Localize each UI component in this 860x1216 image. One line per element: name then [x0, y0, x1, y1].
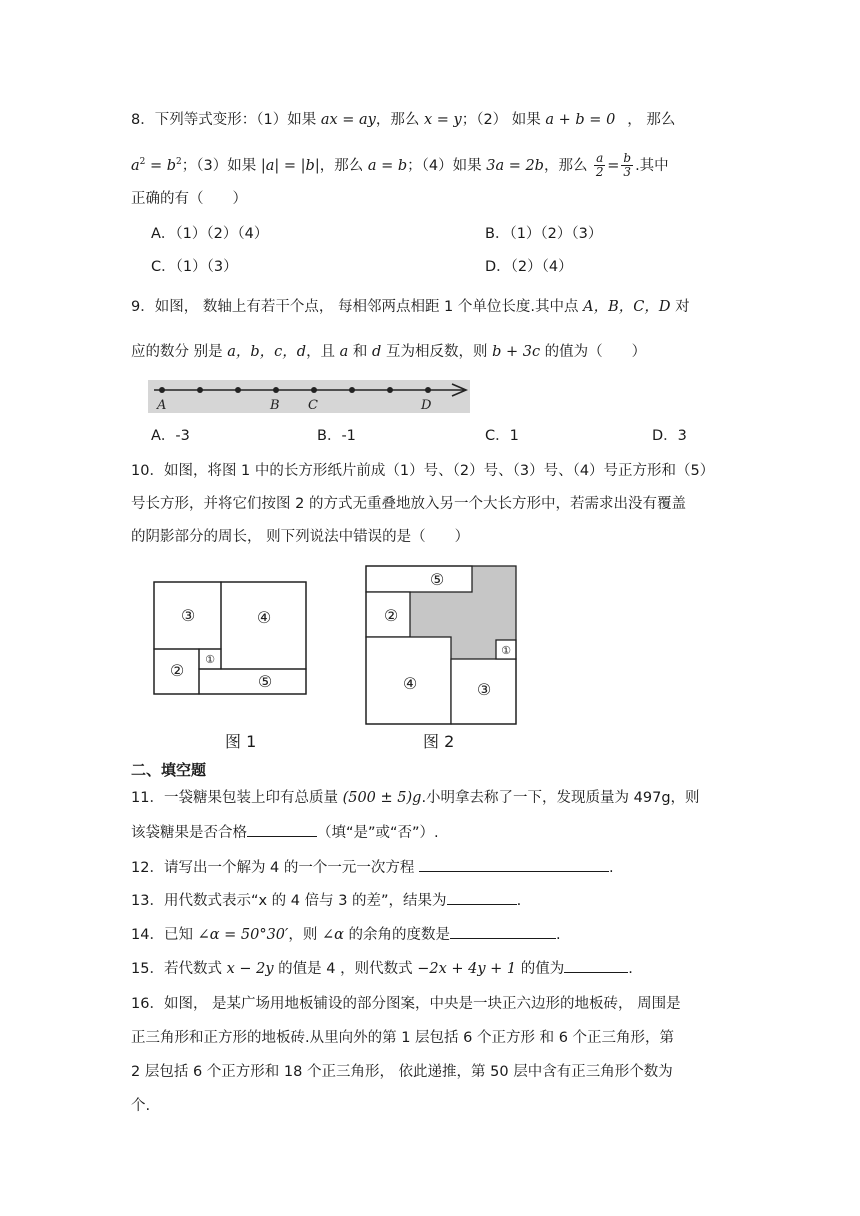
- label-d: D: [421, 398, 432, 413]
- q9-option-b: B．-1: [317, 428, 356, 444]
- label-a: A: [157, 398, 167, 413]
- q11-text: .小明拿去称了一下，发现质量为 497g，则: [421, 790, 700, 806]
- q8-text: ；（3）如果: [181, 157, 261, 174]
- q9-math: d: [372, 344, 382, 360]
- q8-text: 8．下列等式变形：（1）如果: [131, 112, 321, 128]
- fig2-label-1: ①: [501, 644, 511, 657]
- point: [197, 387, 203, 393]
- q15-text: 的值为: [516, 961, 565, 977]
- label-b: B: [270, 398, 280, 413]
- q14-math: ∠α: [321, 927, 344, 943]
- q9-text: 对: [670, 299, 690, 315]
- fig2-label-3: ③: [476, 680, 492, 699]
- q9-option-c: C．1: [485, 428, 519, 444]
- q8-option-b: B．（1）（2）（3）: [485, 226, 603, 242]
- point-c: [311, 387, 317, 393]
- q15-text: .: [628, 961, 633, 977]
- q12-line: [131, 857, 614, 878]
- q16-line3: 2 层包括 6 个正方形和 18 个正三角形， 依此递推，第 50 层中含有正三角形个数为: [131, 1064, 673, 1080]
- q15-text: 的值是 4 ，则代数式: [273, 961, 418, 977]
- q13-text: 13．用代数式表示“x 的 4 倍与 3 的差”，结果为: [131, 893, 447, 909]
- q9-text: 应的数分 别是: [131, 344, 228, 360]
- q15-line: [131, 958, 633, 979]
- q9-math: a，b，c，d: [227, 344, 307, 360]
- fig1-caption: 图 1: [225, 732, 257, 751]
- q9-math: a: [339, 344, 349, 360]
- q11-line2: [131, 822, 439, 843]
- q8-option-d: D．（2）（4）: [485, 259, 573, 275]
- q10-line2: 号长方形，并将它们按图 2 的方式无重叠地放入另一个大长方形中，若需求出没有覆盖: [131, 496, 686, 512]
- q10-line1: 10．如图，将图 1 中的长方形纸片前成（1）号、（2）号、（3）号、（4）号正方形和（5）: [131, 463, 715, 479]
- label-c: C: [308, 398, 318, 413]
- fig2-caption: 图 2: [423, 732, 455, 751]
- q9-text: ，且: [306, 344, 340, 360]
- q8-text: ；（2） 如果: [461, 112, 546, 128]
- q14-text: .: [556, 927, 561, 943]
- q11-text: （填“是”或“否”）.: [317, 825, 439, 841]
- fig1-label-4: ④: [256, 608, 272, 627]
- q9-line2: [131, 342, 646, 362]
- q8-line2: $a^2 = b^2$；（3）如果 |a| = |b|，那么 a = b；（4）如果 3a = 2b，那么 $\frac{a}{2}$ = $\frac{b}{3}$ .其中: [131, 151, 669, 180]
- q15-text: 15．若代数式: [131, 961, 227, 977]
- q8-math: 3a = 2b: [486, 157, 544, 174]
- q8-option-c: C．（1）（3）: [151, 259, 238, 275]
- fig2-label-4: ④: [402, 674, 418, 693]
- fig1-label-1: ①: [205, 653, 215, 666]
- q9-text: 和: [348, 344, 373, 360]
- q8-text: .其中: [635, 157, 669, 174]
- q8-math: = b: [145, 157, 177, 174]
- q14-math: ∠α = 50°30′: [197, 927, 289, 943]
- fig1-label-2: ②: [169, 661, 185, 680]
- number-line-figure: [148, 380, 470, 413]
- fraction-a-over-2: $\frac{a}{2}$: [595, 151, 604, 180]
- q8-text: ， 那么: [627, 112, 676, 128]
- point-b: [273, 387, 279, 393]
- q15-math: x − 2y: [226, 961, 274, 977]
- q14-line: [131, 924, 561, 945]
- fig1-label-3: ③: [180, 606, 196, 625]
- q12-text: .: [609, 860, 614, 876]
- q14-text: ，则: [288, 927, 322, 943]
- q8-math: a: [131, 157, 140, 174]
- fig2-label-5: ⑤: [429, 570, 445, 589]
- figure-1: [152, 580, 308, 698]
- q12-answer-blank[interactable]: [419, 857, 609, 872]
- q16-line4: 个.: [131, 1098, 151, 1114]
- q13-line: [131, 890, 521, 911]
- q11-text: 该袋糖果是否合格: [131, 825, 247, 841]
- fraction-b-over-3: $\frac{b}{3}$: [623, 151, 632, 180]
- q9-text: 互为相反数，则: [381, 344, 493, 360]
- q13-answer-blank[interactable]: [447, 890, 517, 905]
- q8-line3: 正确的有（ ）: [131, 191, 247, 207]
- q10-line3: 的阴影部分的周长， 则下列说法中错误的是（ ）: [131, 529, 470, 545]
- q14-answer-blank[interactable]: [450, 924, 556, 939]
- q9-text: 的值为（ ）: [540, 344, 647, 360]
- q15-math: −2x + 4y + 1: [417, 961, 517, 977]
- q8-option-a: A．（1）（2）（4）: [151, 226, 269, 242]
- q8-math: a + b = 0: [545, 112, 616, 128]
- point: [349, 387, 355, 393]
- q8-text: ，那么: [543, 157, 593, 174]
- point: [235, 387, 241, 393]
- q11-text: 11．一袋糖果包装上印有总质量: [131, 790, 343, 806]
- section-heading: 二、填空题: [131, 761, 207, 779]
- point-a: [159, 387, 165, 393]
- q15-answer-blank[interactable]: [564, 958, 628, 973]
- q16-line2: 正三角形和正方形的地板砖.从里向外的第 1 层包括 6 个正方形 和 6 个正三角形，第: [131, 1030, 675, 1046]
- fig2-rect-5: [366, 566, 472, 592]
- q8-text: ；（4）如果: [407, 157, 487, 174]
- q9-option-d: D．3: [652, 428, 687, 444]
- q8-text: ，那么: [319, 157, 368, 174]
- q8-math: x = y: [423, 112, 462, 128]
- fig1-rect-5: [199, 669, 306, 694]
- q9-text: 9．如图， 数轴上有若干个点， 每相邻两点相距 1 个单位长度.其中点: [131, 299, 584, 315]
- q9-line1: [131, 297, 690, 317]
- q11-line1: [131, 788, 700, 808]
- q8-math: a = b: [367, 157, 408, 174]
- q14-text: 的余角的度数是: [343, 927, 450, 943]
- q9-math: b + 3c: [492, 344, 541, 360]
- q16-line1: 16．如图， 是某广场用地板铺设的部分图案，中央是一块正六边形的地板砖， 周围是: [131, 996, 681, 1012]
- q9-math: A，B，C，D: [583, 299, 671, 315]
- q8-math: |a| = |b|: [260, 157, 320, 174]
- q11-answer-blank[interactable]: [247, 822, 317, 837]
- q9-option-a: A．-3: [151, 428, 190, 444]
- q13-text: .: [516, 893, 522, 909]
- q8-math: ax = ay: [320, 112, 376, 128]
- q12-text: 12．请写出一个解为 4 的一个一元一次方程: [131, 860, 420, 876]
- q11-math: (500 ± 5)g: [342, 790, 422, 806]
- fig2-label-2: ②: [383, 606, 399, 625]
- q14-text: 14．已知: [131, 927, 198, 943]
- figure-2: [364, 564, 518, 726]
- equals-sign: =: [607, 157, 620, 174]
- fig1-label-5: ⑤: [257, 672, 273, 691]
- q8-text: ，那么: [375, 112, 424, 128]
- point-d: [425, 387, 431, 393]
- q8-line1: [131, 110, 675, 130]
- point: [387, 387, 393, 393]
